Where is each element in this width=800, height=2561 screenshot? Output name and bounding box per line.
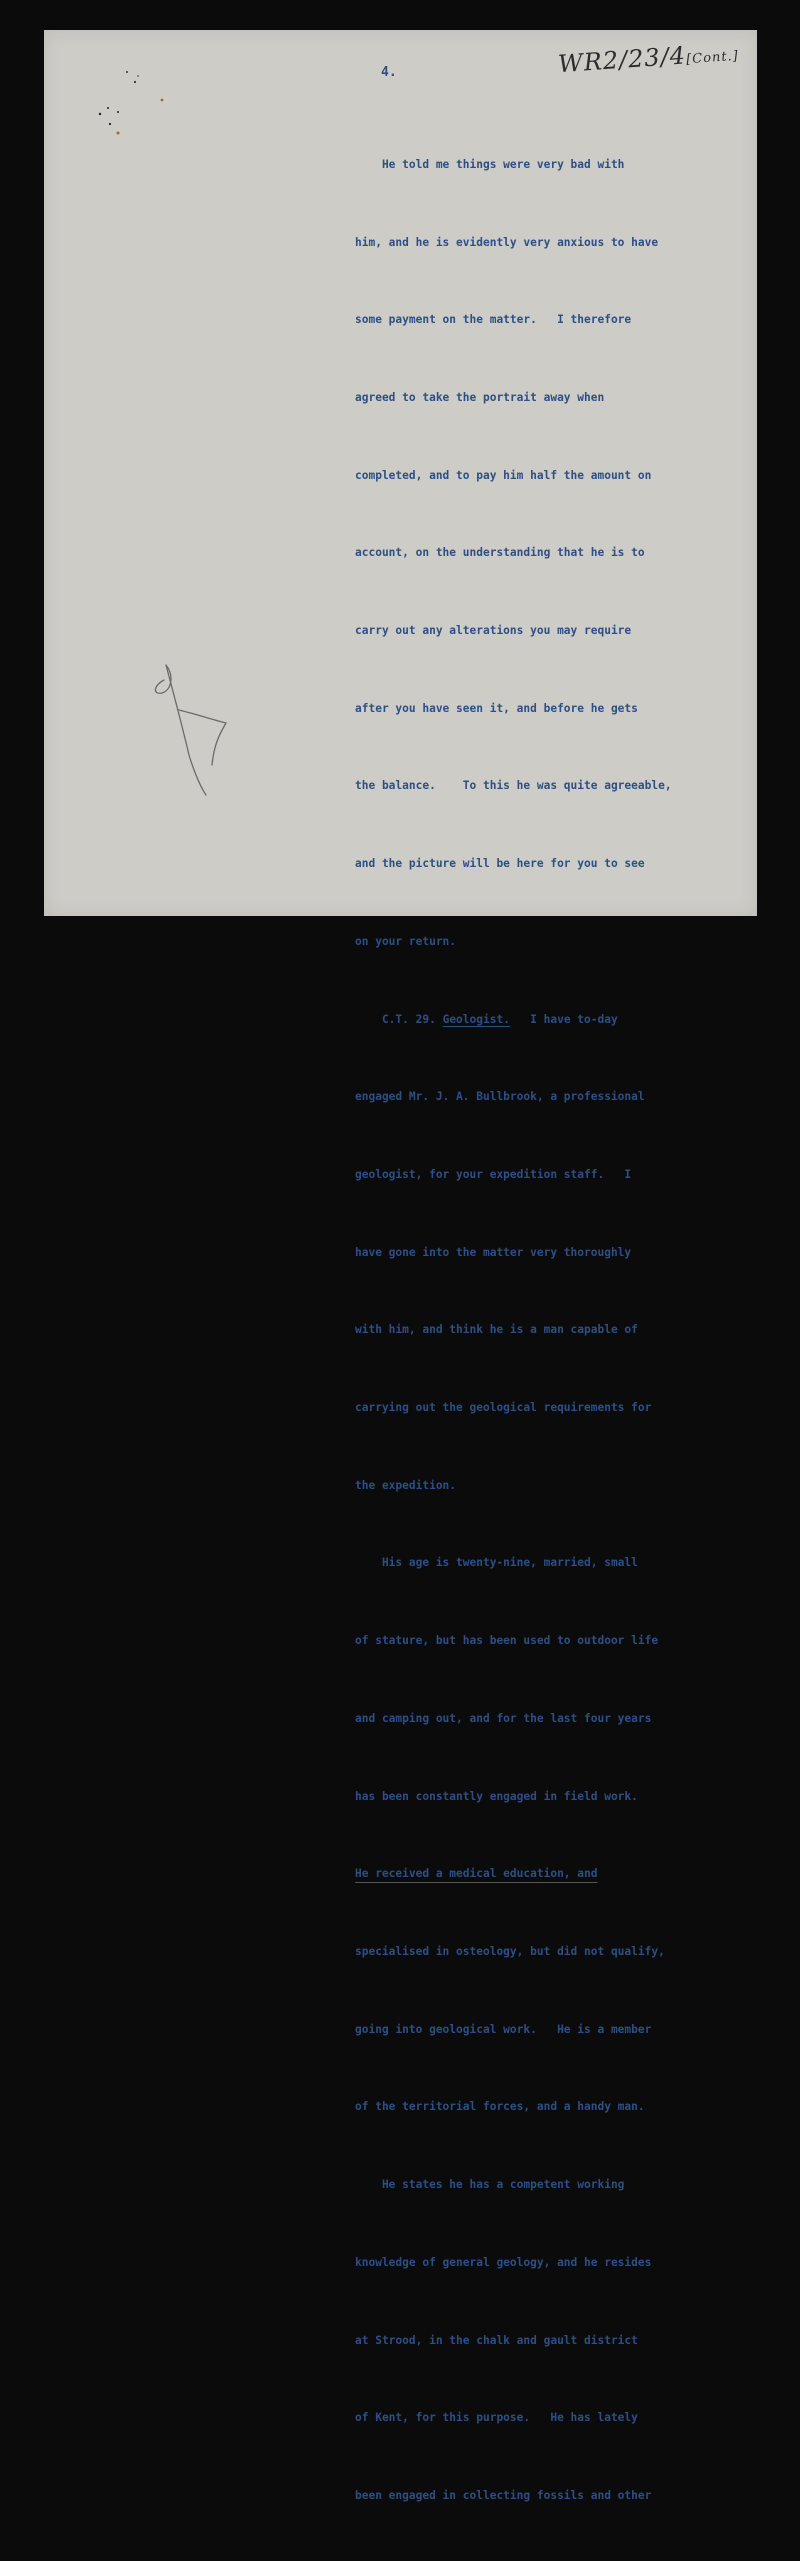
text-line: geologist, for your expedition staff. I xyxy=(355,1167,632,1181)
section-code: C.T. 29. xyxy=(355,1012,436,1026)
text-line: carrying out the geological requirements for xyxy=(355,1401,652,1415)
archive-reference-note: [Cont.] xyxy=(685,48,740,68)
text-line: have gone into the matter very thoroughly xyxy=(355,1245,632,1259)
text-line: after you have seen it, and before he gets xyxy=(355,701,638,715)
archive-reference-code: WR2/23/4 xyxy=(557,41,687,79)
text-line-underlined: He received a medical education, and xyxy=(355,1867,598,1881)
text-line: at Strood, in the chalk and gault district xyxy=(355,2333,638,2347)
text-line: He told me things were very bad with xyxy=(355,157,625,171)
text-line: completed, and to pay him half the amount on xyxy=(355,468,652,482)
text-line: has been constantly engaged in field work. xyxy=(355,1789,638,1803)
document-page xyxy=(44,30,757,2502)
text-line: some payment on the matter. I therefore xyxy=(355,313,632,327)
text-line: of Kent, for this purpose. He has lately xyxy=(355,2411,638,2425)
section-heading-line xyxy=(355,1007,755,1033)
section-title-geologist: Geologist. xyxy=(442,1012,510,1026)
section-heading-continuation: I have to-day xyxy=(509,1012,618,1026)
text-line: been engaged in collecting fossils and other xyxy=(355,2488,652,2502)
text-line: account, on the understanding that he is to xyxy=(355,546,645,560)
text-line: the balance. To this he was quite agreeable, xyxy=(355,779,672,793)
text-line: He states he has a competent working xyxy=(355,2178,625,2192)
text-line: knowledge of general geology, and he resides xyxy=(355,2255,652,2269)
punch-dots-decoration xyxy=(90,70,150,150)
text-line: and the picture will be here for you to see xyxy=(355,857,645,871)
pencil-annotation-mark xyxy=(144,655,254,805)
text-line: His age is twenty-nine, married, small xyxy=(355,1556,638,1570)
text-line: engaged Mr. J. A. Bullbrook, a professional xyxy=(355,1090,645,1104)
text-line: of the territorial forces, and a handy man. xyxy=(355,2100,645,2114)
text-line: of stature, but has been used to outdoor life xyxy=(355,1634,659,1648)
text-line: carry out any alterations you may require xyxy=(355,624,632,638)
text-line: on your return. xyxy=(355,934,457,948)
page-number: 4. xyxy=(381,65,397,80)
text-line: with him, and think he is a man capable of xyxy=(355,1323,638,1337)
archive-reference-handwritten xyxy=(557,38,739,79)
text-line: going into geological work. He is a member xyxy=(355,2022,652,2036)
letter-body xyxy=(355,100,755,2561)
text-line: him, and he is evidently very anxious to have xyxy=(355,235,659,249)
text-line: specialised in osteology, but did not qualify, xyxy=(355,1944,665,1958)
text-line: agreed to take the portrait away when xyxy=(355,390,605,404)
text-line: the expedition. xyxy=(355,1478,457,1492)
text-line: and camping out, and for the last four years xyxy=(355,1711,652,1725)
